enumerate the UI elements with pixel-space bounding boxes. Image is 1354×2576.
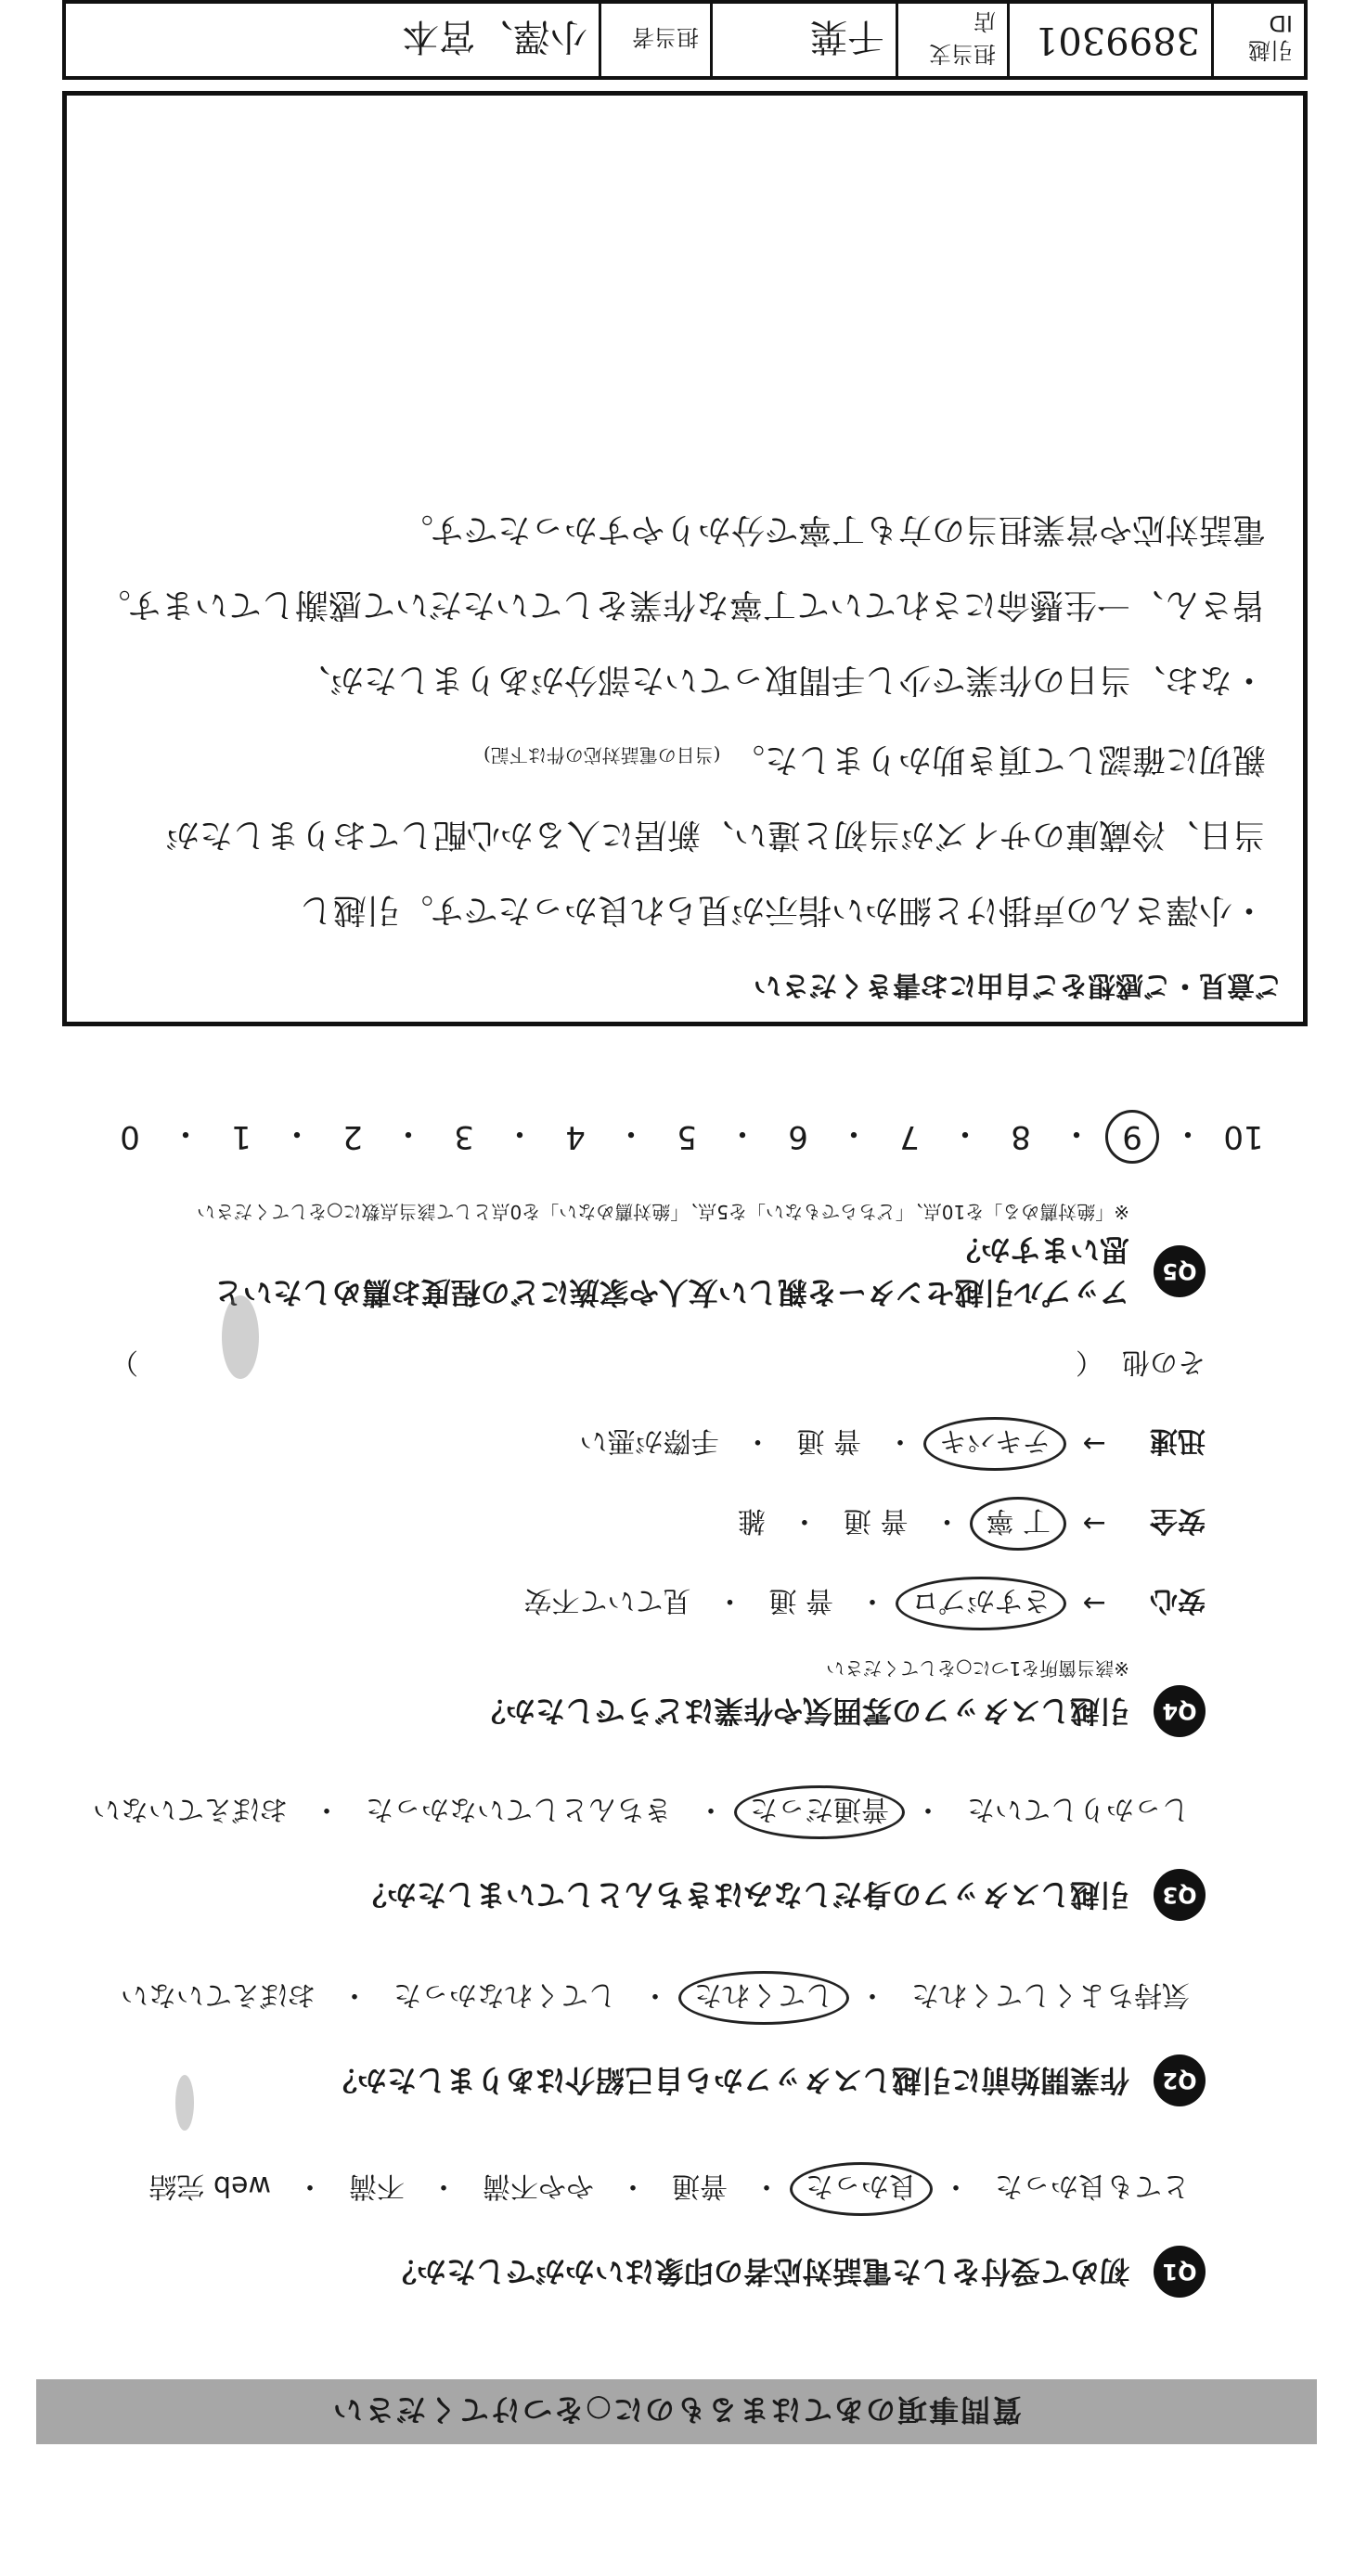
staff-label: 担当者 — [599, 4, 710, 76]
comment-line: 皆さん、一生懸命にされていて丁寧な作業をしていただいて感謝しています。 — [97, 586, 1266, 624]
rating-option[interactable]: 1 — [231, 1118, 251, 1155]
question-q5 — [92, 1200, 1206, 1314]
q2-option[interactable]: おぼえていない — [121, 1978, 316, 2011]
comment-line: ・なお、当日の作業で少し手間取っていた部分がありましたが、 — [296, 661, 1266, 699]
scan-smudge — [175, 2075, 194, 2131]
question-q3 — [92, 1785, 1206, 1921]
q1-option[interactable]: 普通 — [672, 2170, 728, 2202]
q1-text: 初めて受付をした電話対応者の印象はいかがでしたか？ — [386, 2254, 1129, 2289]
comment-side-note: (当日の電話対応の件は下記) — [483, 744, 721, 766]
q3-options: しっかりしていた ・ 普通だった ・ きちんとしていなかった ・ おぼえていない — [92, 1785, 1206, 1839]
comment-line: 親切に確認して頂き助かりました。 (当日の電話対応の件は下記) — [483, 741, 1266, 779]
comment-box[interactable] — [62, 91, 1308, 1026]
q4-other-field[interactable]: その他 （ ） — [110, 1345, 1206, 1385]
q4-note: ※該当箇所を1つに○をしてください — [826, 1657, 1129, 1680]
arrow-right-icon: → — [1082, 1587, 1106, 1620]
id-bar — [62, 0, 1308, 80]
instruction-band: 質問事項のあてはまるものに○をつけてください — [36, 2379, 1317, 2444]
q4-row-label: 安心 — [1150, 1584, 1206, 1616]
q4-option-selected[interactable]: さすがプロ — [896, 1577, 1066, 1630]
q4-row-anshin: 安心 → さすがプロ ・ 普 通 ・ 見ていて不安 — [92, 1577, 1206, 1630]
q5-text: アップル引越センターを親しい友人や家族にどの程度お薦めしたいと思いますか？ — [213, 1232, 1129, 1310]
branch-value: 千葉 — [710, 4, 896, 76]
comment-line: ・小澤さんの声掛けと細かい指示が見られ良かったです。引越し — [299, 891, 1266, 929]
q1-badge: Q1 — [1154, 2246, 1206, 2298]
question-q1 — [92, 2162, 1206, 2298]
comment-heading: ご意見・ご感想をご自由にお書きください — [754, 969, 1283, 1001]
q1-option[interactable]: とても良かった — [995, 2170, 1190, 2202]
rating-option[interactable]: 5 — [677, 1118, 697, 1155]
q2-option[interactable]: 気持ちよくしてくれた — [911, 1978, 1190, 2011]
q5-badge: Q5 — [1154, 1245, 1206, 1297]
q4-row-jinsoku: 迅速 → テキパキ ・ 普 通 ・ 手際が悪い — [92, 1417, 1206, 1471]
staff-value: 小澤、宮本 — [402, 15, 587, 58]
q2-badge: Q2 — [1154, 2054, 1206, 2106]
question-q2 — [92, 1971, 1206, 2106]
q2-option-selected[interactable]: してくれた — [678, 1971, 849, 2025]
q4-option[interactable]: 普 通 — [796, 1424, 861, 1457]
q2-options: 気持ちよくしてくれた ・ してくれた ・ してくれなかった ・ おぼえていない — [92, 1971, 1206, 2025]
comment-line: 電話対応や営業担当の方も丁寧で分かりやすかったです。 — [399, 510, 1266, 548]
rating-option[interactable]: 2 — [342, 1118, 363, 1155]
q4-option[interactable]: 普 通 — [843, 1504, 909, 1537]
q4-option-selected[interactable]: テキパキ — [923, 1417, 1066, 1471]
q4-text: 引越しスタッフの雰囲気や作業はどうでしたか？ — [475, 1694, 1129, 1729]
rating-option[interactable]: 0 — [120, 1118, 140, 1155]
question-q4 — [92, 1345, 1206, 1737]
q4-option[interactable]: 見ていて不安 — [523, 1584, 691, 1616]
rating-option-selected[interactable]: 9 — [1105, 1110, 1159, 1164]
q4-row-label: 安全 — [1150, 1504, 1206, 1537]
q1-option[interactable]: やや不満 — [483, 2170, 594, 2202]
q3-option-selected[interactable]: 普通だった — [734, 1785, 905, 1839]
rating-option[interactable]: 8 — [1011, 1118, 1031, 1155]
q1-option[interactable]: 不満 — [349, 2170, 405, 2202]
q3-text: 引越しスタッフの身だしなみはきちんとしていましたか？ — [356, 1877, 1129, 1913]
rating-option[interactable]: 4 — [565, 1118, 586, 1155]
rating-option[interactable]: 6 — [788, 1118, 808, 1155]
q4-row-label: 迅速 — [1150, 1424, 1206, 1457]
scan-smudge — [222, 1295, 259, 1379]
comment-handwriting — [95, 492, 1266, 947]
q4-row-anzen: 安全 → 丁 寧 ・ 普 通 ・ 雑 — [92, 1497, 1206, 1551]
rating-option[interactable]: 3 — [454, 1118, 474, 1155]
q4-badge: Q4 — [1154, 1685, 1206, 1737]
q3-badge: Q3 — [1154, 1869, 1206, 1921]
rating-option[interactable]: 7 — [899, 1118, 920, 1155]
q1-option[interactable]: web 完結 — [148, 2170, 271, 2202]
rating-option[interactable]: 10 — [1223, 1118, 1264, 1155]
arrow-right-icon: → — [1082, 1507, 1106, 1540]
comment-line: 当日、冷蔵庫のサイズが当初と違い、新居に入るか心配しておりましたが — [165, 816, 1266, 854]
q4-option[interactable]: 普 通 — [768, 1584, 833, 1616]
q1-option-selected[interactable]: 良かった — [790, 2162, 933, 2216]
q4-option-selected[interactable]: 丁 寧 — [970, 1497, 1066, 1551]
q3-option[interactable]: しっかりしていた — [967, 1793, 1190, 1825]
id-value: 3899301 — [1007, 4, 1211, 76]
q5-rating-scale: 10 ・ 9 ・ 8 ・ 7 ・ 6 ・ 5 ・ 4 ・ 3 ・ 2 ・ 1 ・ 0 — [103, 1110, 1270, 1164]
q2-text: 作業開始前に引越しスタッフから自己紹介はありましたか？ — [327, 2063, 1129, 2098]
q5-note: ※「絶対薦める」を10点、「どちらでもない」を5点、「絶対薦めない」を0点として該当点数に○をしてください — [197, 1201, 1129, 1223]
q2-option[interactable]: してくれなかった — [393, 1978, 616, 2011]
q4-other-label: その他 — [1122, 1346, 1206, 1378]
q3-option[interactable]: おぼえていない — [93, 1793, 288, 1825]
q1-options: とても良かった ・ 良かった ・ 普通 ・ やや不満 ・ 不満 ・ web 完結 — [92, 2162, 1206, 2216]
q4-option[interactable]: 雑 — [737, 1504, 766, 1537]
id-label: 引越 ID — [1211, 4, 1304, 76]
q4-option[interactable]: 手際が悪い — [579, 1424, 719, 1457]
q3-option[interactable]: きちんとしていなかった — [366, 1793, 672, 1825]
branch-label: 担当支店 — [896, 4, 1007, 76]
arrow-right-icon: → — [1082, 1427, 1106, 1461]
